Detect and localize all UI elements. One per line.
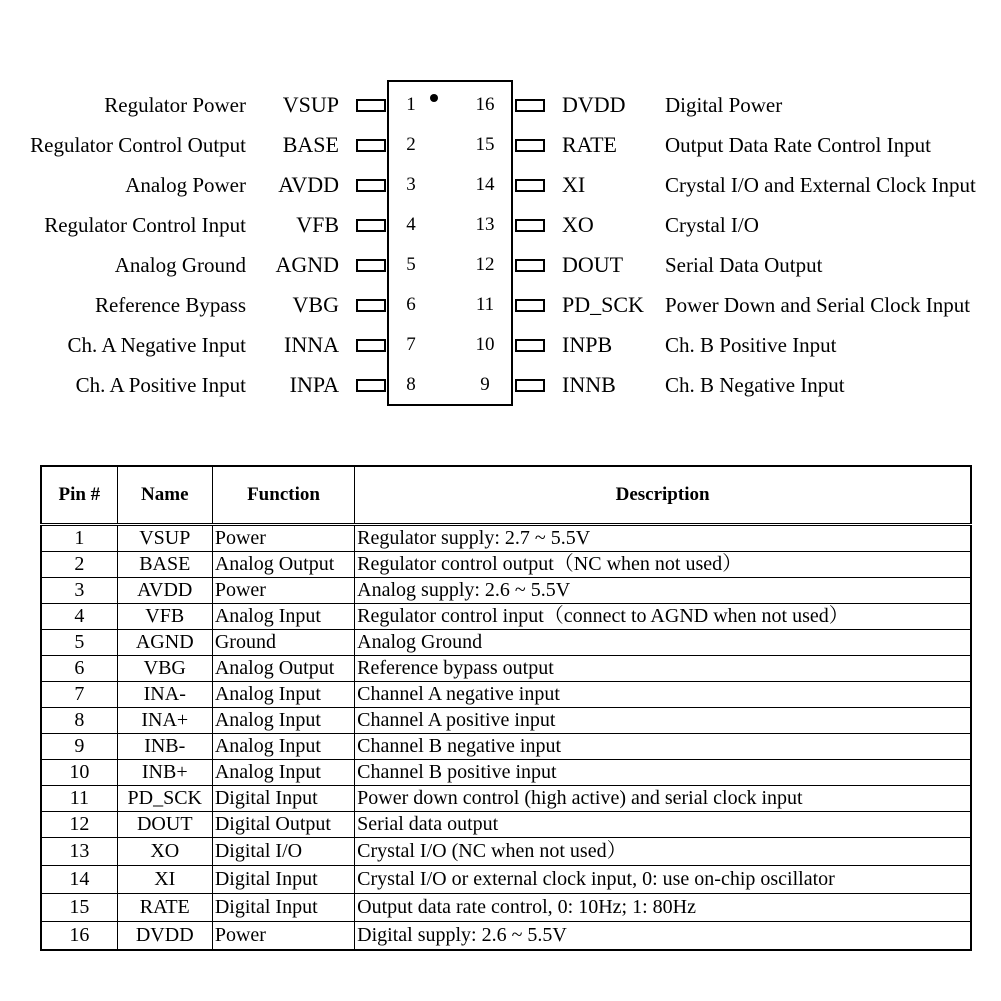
right-pin-name-label: XO <box>562 212 594 237</box>
right-pin-lead <box>515 179 545 192</box>
left-pin-function-label: Ch. A Negative Input <box>67 333 246 357</box>
cell-pin-number: 7 <box>41 682 117 708</box>
cell-description: Power down control (high active) and serial clock input <box>355 786 971 812</box>
left-pin-function-label: Analog Power <box>125 173 246 197</box>
cell-pin-number: 11 <box>41 786 117 812</box>
left-pin-number: 2 <box>406 134 416 155</box>
right-pin-name-label: INNB <box>562 372 616 397</box>
right-pin-lead <box>515 339 545 352</box>
pin-row <box>0 333 1001 373</box>
cell-function: Analog Input <box>212 682 354 708</box>
left-pin-name-label: INPA <box>289 372 339 397</box>
left-pin-lead <box>356 139 386 152</box>
cell-function: Analog Input <box>212 734 354 760</box>
table-row <box>41 604 971 630</box>
cell-description: Serial data output <box>355 812 971 838</box>
table-row <box>41 812 971 838</box>
right-pin-name-label: XI <box>562 172 586 197</box>
right-pin-function-label: Crystal I/O and External Clock Input <box>665 173 976 197</box>
left-pin-name-label: VFB <box>296 212 339 237</box>
left-pin-number: 1 <box>406 94 416 115</box>
cell-function: Analog Output <box>212 552 354 578</box>
left-pin-name-label: VBG <box>292 292 339 317</box>
right-pin-function-label: Serial Data Output <box>665 253 823 277</box>
left-pin-function-label: Reference Bypass <box>94 293 246 317</box>
right-pin-function-label: Ch. B Positive Input <box>665 333 837 357</box>
left-pin-name-label: BASE <box>282 132 339 157</box>
pin-row <box>0 173 1001 213</box>
pin-description-table <box>40 465 972 951</box>
header-pin-number: Pin # <box>41 466 117 525</box>
right-pin-function-label: Power Down and Serial Clock Input <box>665 293 971 317</box>
cell-pin-number: 2 <box>41 552 117 578</box>
right-pin-number: 13 <box>475 214 495 235</box>
cell-pin-number: 8 <box>41 708 117 734</box>
cell-pin-number: 13 <box>41 838 117 866</box>
cell-description: Channel A positive input <box>355 708 971 734</box>
left-pin-lead <box>356 179 386 192</box>
left-pin-name-label: AGND <box>275 252 339 277</box>
cell-description: Digital supply: 2.6 ~ 5.5V <box>355 922 971 951</box>
cell-function: Analog Input <box>212 708 354 734</box>
cell-pin-name: XO <box>117 838 212 866</box>
table-row <box>41 525 971 552</box>
cell-pin-name: PD_SCK <box>117 786 212 812</box>
left-pin-lead <box>356 219 386 232</box>
cell-description: Regulator supply: 2.7 ~ 5.5V <box>355 525 971 552</box>
cell-pin-name: VSUP <box>117 525 212 552</box>
cell-description: Channel B positive input <box>355 760 971 786</box>
header-description: Description <box>355 466 971 525</box>
cell-description: Regulator control output（NC when not used） <box>355 552 971 578</box>
right-pin-name-label: PD_SCK <box>562 292 644 317</box>
pin-row <box>0 93 1001 133</box>
cell-function: Digital Output <box>212 812 354 838</box>
cell-pin-name: AGND <box>117 630 212 656</box>
left-pin-function-label: Regulator Control Input <box>44 213 246 237</box>
left-pin-function-label: Ch. A Positive Input <box>75 373 246 397</box>
cell-pin-number: 16 <box>41 922 117 951</box>
left-pin-lead <box>356 299 386 312</box>
cell-pin-name: RATE <box>117 894 212 922</box>
pin-row <box>0 133 1001 173</box>
table-row <box>41 838 971 866</box>
cell-description: Crystal I/O (NC when not used） <box>355 838 971 866</box>
right-pin-number: 15 <box>475 134 495 155</box>
right-pin-lead <box>515 99 545 112</box>
cell-description: Crystal I/O or external clock input, 0: use on-chip oscillator <box>355 866 971 894</box>
pin-row <box>0 373 1001 413</box>
pinout-diagram <box>0 0 1001 430</box>
left-pin-function-label: Regulator Control Output <box>30 133 246 157</box>
table-row <box>41 894 971 922</box>
left-pin-lead <box>356 99 386 112</box>
right-pin-lead <box>515 139 545 152</box>
cell-pin-name: BASE <box>117 552 212 578</box>
cell-description: Analog Ground <box>355 630 971 656</box>
table-row <box>41 922 971 951</box>
right-pin-number: 10 <box>475 334 495 355</box>
left-pin-number: 8 <box>406 374 416 395</box>
cell-pin-number: 3 <box>41 578 117 604</box>
left-pin-number: 7 <box>406 334 416 355</box>
cell-function: Analog Input <box>212 604 354 630</box>
cell-function: Ground <box>212 630 354 656</box>
cell-pin-number: 15 <box>41 894 117 922</box>
cell-pin-name: INB- <box>117 734 212 760</box>
right-pin-function-label: Crystal I/O <box>665 213 759 237</box>
cell-pin-number: 5 <box>41 630 117 656</box>
left-pin-number: 4 <box>406 214 416 235</box>
right-pin-function-label: Ch. B Negative Input <box>665 373 845 397</box>
cell-pin-name: INB+ <box>117 760 212 786</box>
cell-function: Digital I/O <box>212 838 354 866</box>
cell-description: Regulator control input（connect to AGND when not used） <box>355 604 971 630</box>
cell-function: Power <box>212 578 354 604</box>
table-row <box>41 760 971 786</box>
right-pin-number: 12 <box>475 254 495 275</box>
left-pin-number: 3 <box>406 174 416 195</box>
right-pin-lead <box>515 299 545 312</box>
table-row <box>41 786 971 812</box>
table-row <box>41 866 971 894</box>
left-pin-lead <box>356 339 386 352</box>
cell-pin-name: INA+ <box>117 708 212 734</box>
cell-pin-name: DOUT <box>117 812 212 838</box>
left-pin-function-label: Analog Ground <box>114 253 246 277</box>
left-pin-number: 6 <box>406 294 416 315</box>
cell-pin-number: 12 <box>41 812 117 838</box>
cell-description: Output data rate control, 0: 10Hz; 1: 80Hz <box>355 894 971 922</box>
cell-pin-name: VBG <box>117 656 212 682</box>
right-pin-number: 16 <box>475 94 495 115</box>
cell-function: Analog Input <box>212 760 354 786</box>
left-pin-name-label: VSUP <box>282 92 339 117</box>
right-pin-number: 14 <box>475 174 495 195</box>
cell-description: Reference bypass output <box>355 656 971 682</box>
cell-function: Power <box>212 525 354 552</box>
cell-description: Analog supply: 2.6 ~ 5.5V <box>355 578 971 604</box>
right-pin-name-label: DVDD <box>562 92 626 117</box>
right-pin-lead <box>515 259 545 272</box>
table-row <box>41 630 971 656</box>
table-row <box>41 578 971 604</box>
cell-function: Digital Input <box>212 894 354 922</box>
table-row <box>41 682 971 708</box>
right-pin-name-label: INPB <box>562 332 613 357</box>
pin-row <box>0 253 1001 293</box>
pin-row <box>0 213 1001 253</box>
cell-pin-name: VFB <box>117 604 212 630</box>
table-row <box>41 734 971 760</box>
left-pin-name-label: INNA <box>284 332 339 357</box>
cell-function: Power <box>212 922 354 951</box>
cell-pin-name: DVDD <box>117 922 212 951</box>
cell-function: Digital Input <box>212 866 354 894</box>
left-pin-name-label: AVDD <box>278 172 339 197</box>
cell-function: Analog Output <box>212 656 354 682</box>
cell-pin-number: 14 <box>41 866 117 894</box>
right-pin-function-label: Output Data Rate Control Input <box>665 133 931 157</box>
cell-function: Digital Input <box>212 786 354 812</box>
pin-row <box>0 293 1001 333</box>
left-pin-function-label: Regulator Power <box>104 93 246 117</box>
table-header-row <box>41 466 971 525</box>
right-pin-number: 11 <box>475 294 495 315</box>
cell-pin-name: AVDD <box>117 578 212 604</box>
right-pin-function-label: Digital Power <box>665 93 783 117</box>
left-pin-lead <box>356 379 386 392</box>
table-row <box>41 708 971 734</box>
left-pin-lead <box>356 259 386 272</box>
cell-pin-number: 9 <box>41 734 117 760</box>
header-name: Name <box>117 466 212 525</box>
cell-pin-number: 6 <box>41 656 117 682</box>
header-function: Function <box>212 466 354 525</box>
right-pin-lead <box>515 379 545 392</box>
cell-pin-number: 10 <box>41 760 117 786</box>
left-pin-number: 5 <box>406 254 416 275</box>
cell-description: Channel B negative input <box>355 734 971 760</box>
right-pin-number: 9 <box>480 374 490 395</box>
cell-pin-name: INA- <box>117 682 212 708</box>
cell-description: Channel A negative input <box>355 682 971 708</box>
cell-pin-name: XI <box>117 866 212 894</box>
table-row <box>41 656 971 682</box>
right-pin-name-label: DOUT <box>562 252 624 277</box>
cell-pin-number: 1 <box>41 525 117 552</box>
right-pin-name-label: RATE <box>562 132 617 157</box>
cell-pin-number: 4 <box>41 604 117 630</box>
right-pin-lead <box>515 219 545 232</box>
table-row <box>41 552 971 578</box>
